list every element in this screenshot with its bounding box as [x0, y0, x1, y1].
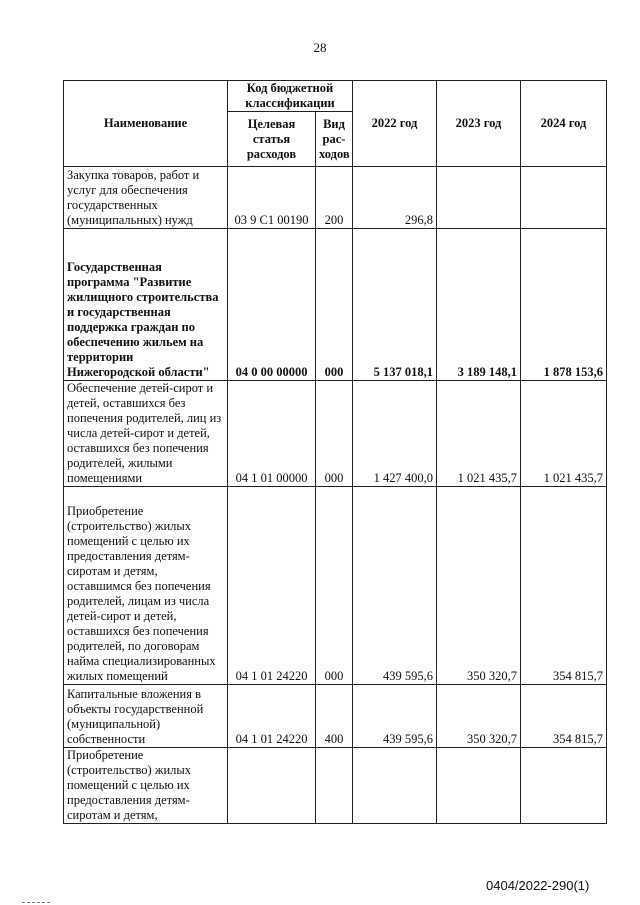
row-vid — [316, 748, 353, 824]
row-target-code: 04 0 00 00000 — [228, 229, 316, 381]
row-value-2022: 296,8 — [353, 167, 437, 229]
row-value-2022: 5 137 018,1 — [353, 229, 437, 381]
header-name: Наименование — [64, 81, 228, 167]
row-value-2024 — [521, 748, 607, 824]
row-value-2023: 350 320,7 — [437, 685, 521, 748]
table-row — [64, 381, 607, 487]
row-name: Закупка товаров, работ и услуг для обеспечения государственных (муниципальных) нужд — [64, 167, 228, 229]
row-value-2023: 350 320,7 — [437, 487, 521, 685]
row-value-2022 — [353, 748, 437, 824]
row-value-2024: 1 878 153,6 — [521, 229, 607, 381]
row-vid: 000 — [316, 487, 353, 685]
row-vid: 200 — [316, 167, 353, 229]
header-target: Целевая статья расходов — [228, 112, 316, 167]
row-target-code — [228, 748, 316, 824]
header-2024: 2024 год — [521, 81, 607, 167]
row-name: Обеспечение детей-сирот и детей, оставшихся без попечения родителей, лиц из числа детей-сирот и детей, оставшихся без попечения родителей, жилыми помещениями — [64, 381, 228, 487]
row-value-2024: 354 815,7 — [521, 685, 607, 748]
row-value-2022: 439 595,6 — [353, 685, 437, 748]
header-2022: 2022 год — [353, 81, 437, 167]
page-number: 28 — [313, 40, 327, 55]
row-name: Приобретение (строительство) жилых помещений с целью их предоставления детям-сиротам и детям, — [64, 748, 228, 824]
table-row — [64, 229, 607, 381]
row-value-2022: 1 427 400,0 — [353, 381, 437, 487]
row-target-code: 04 1 01 00000 — [228, 381, 316, 487]
row-value-2024: 354 815,7 — [521, 487, 607, 685]
row-value-2022: 439 595,6 — [353, 487, 437, 685]
table-row — [64, 748, 607, 824]
row-value-2024: 1 021 435,7 — [521, 381, 607, 487]
header-code-group: Код бюджетной классификации — [228, 81, 353, 112]
scan-edge-mark — [22, 902, 50, 903]
row-target-code: 04 1 01 24220 — [228, 685, 316, 748]
budget-table — [63, 80, 607, 824]
row-vid: 000 — [316, 381, 353, 487]
table-row — [64, 167, 607, 229]
row-name: Государственная программа "Развитие жилищного строительства и государственная поддержка граждан по обеспечению жильем на территории Нижегородской области" — [64, 229, 228, 381]
row-value-2023: 3 189 148,1 — [437, 229, 521, 381]
table-row — [64, 487, 607, 685]
header-vid: Вид рас-ходов — [316, 112, 353, 167]
row-value-2024 — [521, 167, 607, 229]
document-number: 0404/2022-290(1) — [486, 878, 590, 893]
table-row — [64, 685, 607, 748]
row-target-code: 03 9 C1 00190 — [228, 167, 316, 229]
header-2023: 2023 год — [437, 81, 521, 167]
row-vid: 400 — [316, 685, 353, 748]
row-vid: 000 — [316, 229, 353, 381]
row-name: Капитальные вложения в объекты государственной (муниципальной) собственности — [64, 685, 228, 748]
row-target-code: 04 1 01 24220 — [228, 487, 316, 685]
row-name: Приобретение (строительство) жилых помещений с целью их предоставления детям-сиротам и детям, оставшимся без попечения родителей, лицам из числа детей-сирот и детей, оставшихся без попечения родителей, по договорам найма специализированных жилых помещений — [64, 487, 228, 685]
row-value-2023 — [437, 748, 521, 824]
row-value-2023 — [437, 167, 521, 229]
row-value-2023: 1 021 435,7 — [437, 381, 521, 487]
